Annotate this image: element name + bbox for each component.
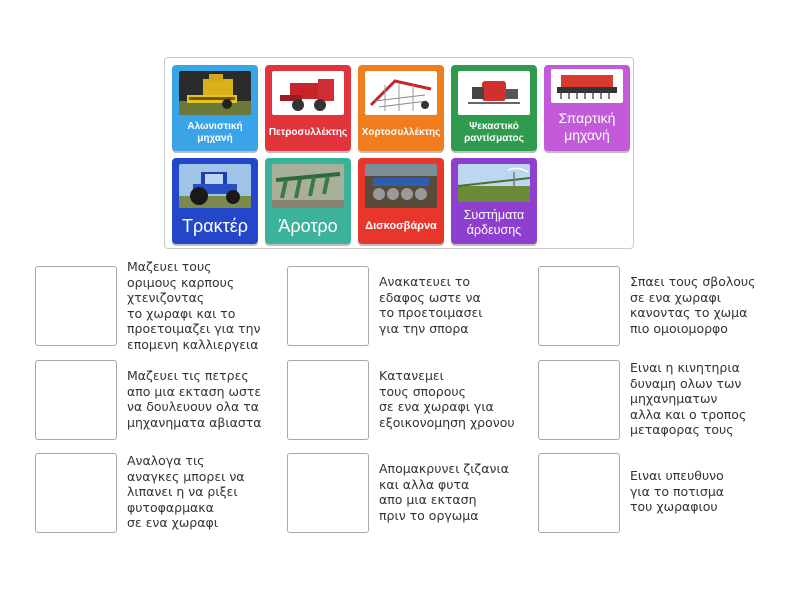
sprayer-image [458,71,530,115]
description-4: Μαζευει τις πετρες απο μια εκταση ωστε να δουλευουν ολα τα μηχανηματα αβιαστα [127,368,262,430]
combine-harvester-image [179,71,251,115]
description-3: Σπαει τους σβολους σε ενα χωραφι κανοντας το χωμα πιο ομοιομορφο [630,274,756,336]
drop-target-7[interactable] [35,453,117,533]
drop-target-1[interactable] [35,266,117,346]
tile-label: Αλωνιστική μηχανή [187,120,243,144]
plough-image [272,164,344,208]
tile-label: Πετροσυλλέκτης [268,126,348,138]
description-7: Αναλογα τις αναγκες μπορει να λιπανει η να ριξει φυτοφαρμακα σε ενα χωραφι [127,453,245,530]
description-2: Ανακατευει το εδαφος ωστε να το προετοιμασει για την σπορα [379,274,483,336]
description-1: Μαζευει τους οριμους καρπους χτενιζοντας το χωραφι και το προετοιμαζει για την επομενη καλλιεργεια [127,259,261,352]
tile-plough[interactable] [265,158,351,244]
stone-picker-image [272,71,344,115]
tile-stone-picker[interactable] [265,65,351,151]
seed-drill-image [551,69,623,103]
tile-disc-harrow[interactable] [358,158,444,244]
tile-label: Σπαρτική μηχανή [558,110,616,143]
disc-harrow-image [365,164,437,208]
tile-irrigation[interactable] [451,158,537,244]
tile-sprayer[interactable] [451,65,537,151]
drop-target-4[interactable] [35,360,117,440]
tile-label: Δισκοσβάρνα [365,219,437,232]
tile-label: Άροτρο [278,216,338,236]
description-6: Ειναι η κινητηρια δυναμη ολων των μηχανηματων αλλα και ο τροπος μεταφορας τους [630,360,747,437]
drop-target-3[interactable] [538,266,620,346]
tile-label: Συστήματα άρδευσης [463,208,525,237]
drop-target-9[interactable] [538,453,620,533]
tile-label: Τρακτέρ [181,216,248,236]
drop-target-5[interactable] [287,360,369,440]
tile-bank [164,57,634,249]
tile-combine-harvester[interactable] [172,65,258,151]
drop-target-6[interactable] [538,360,620,440]
tile-hay-rake[interactable] [358,65,444,151]
drop-target-8[interactable] [287,453,369,533]
description-8: Απομακρυνει ζιζανια και αλλα φυτα απο μια εκταση πριν το οργωμα [379,461,509,523]
tractor-image [179,164,251,208]
tile-tractor[interactable] [172,158,258,244]
description-9: Ειναι υπευθυνο για το ποτισμα του χωραφιου [630,468,725,514]
tile-label: Ψεκαστικό ραντίσματος [464,120,524,144]
hay-rake-image [365,71,437,115]
tile-seed-drill[interactable] [544,65,630,151]
irrigation-system-image [458,164,530,202]
description-5: Κατανεμει τους σπορους σε ενα χωραφι για εξοικονομηση χρονου [379,368,515,430]
tile-label: Χορτοσυλλέκτης [361,126,441,138]
drop-target-2[interactable] [287,266,369,346]
